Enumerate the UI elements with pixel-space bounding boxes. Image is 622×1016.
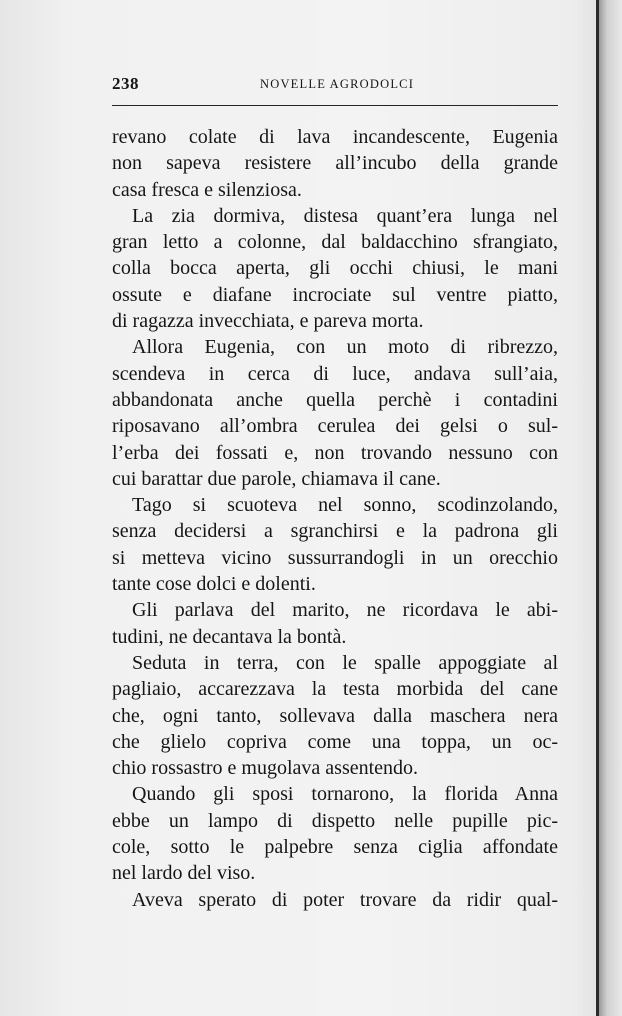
page-header <box>112 74 558 98</box>
header-rule <box>112 105 558 106</box>
text-line: Seduta in terra, con le spalle appoggiate al <box>132 651 558 674</box>
text-line: La zia dormiva, distesa quant’era lunga nel <box>132 204 558 227</box>
text-line: revano colate di lava incandescente, Eugenia <box>112 126 558 148</box>
running-title: NOVELLE AGRODOLCI <box>260 77 415 91</box>
text-line: si metteva vicino sussurrandogli in un orecchio <box>112 546 558 569</box>
text-line: Quando gli sposi tornarono, la florida Anna <box>132 783 558 806</box>
text-line: gran letto a colonne, dal baldacchino sfrangiato, <box>112 231 558 254</box>
text-line: tante cose dolci e dolenti. <box>112 573 316 596</box>
text-line: l’erba dei fossati e, non trovando nessuno con <box>112 441 558 464</box>
page-number: 238 <box>112 74 139 93</box>
text-line: abbandonata anche quella perchè i contadini <box>112 388 558 411</box>
text-line: che, ogni tanto, sollevava dalla maschera nera <box>112 704 558 727</box>
text-line: Tago si scuoteva nel sonno, scodinzolando, <box>132 494 558 517</box>
text-line: tudini, ne decantava la bontà. <box>112 625 347 648</box>
text-line: nel lardo del viso. <box>112 862 256 885</box>
text-line: colla bocca aperta, gli occhi chiusi, le mani <box>112 257 558 280</box>
text-line: non sapeva resistere all’incubo della grande <box>112 152 558 175</box>
text-line: Gli parlava del marito, ne ricordava le abi- <box>132 599 558 622</box>
text-line: chio rossastro e mugolava assentendo. <box>112 757 419 780</box>
text-line: riposavano all’ombra cerulea dei gelsi o sul- <box>112 415 558 438</box>
text-line: cole, sotto le palpebre senza ciglia affondate <box>112 836 558 859</box>
text-line: ebbe un lampo di dispetto nelle pupille pic- <box>112 809 558 832</box>
text-line: di ragazza invecchiata, e pareva morta. <box>112 310 424 333</box>
page-edge-shadow <box>599 0 622 1016</box>
text-line: cui barattar due parole, chiamava il cane. <box>112 467 441 490</box>
text-line: scendeva in cerca di luce, andava sull’aia, <box>112 362 558 385</box>
body-text <box>112 124 558 913</box>
text-line: Aveva sperato di poter trovare da ridir qual- <box>132 888 558 911</box>
text-line: pagliaio, accarezzava la testa morbida del cane <box>112 678 558 701</box>
text-line: Allora Eugenia, con un moto di ribrezzo, <box>132 336 558 359</box>
text-line: che glielo copriva come una toppa, un oc- <box>112 730 558 753</box>
text-line: senza decidersi a sgranchirsi e la padrona gli <box>112 520 558 543</box>
text-line: ossute e diafane incrociate sul ventre piatto, <box>112 283 558 306</box>
text-line: casa fresca e silenziosa. <box>112 178 302 201</box>
